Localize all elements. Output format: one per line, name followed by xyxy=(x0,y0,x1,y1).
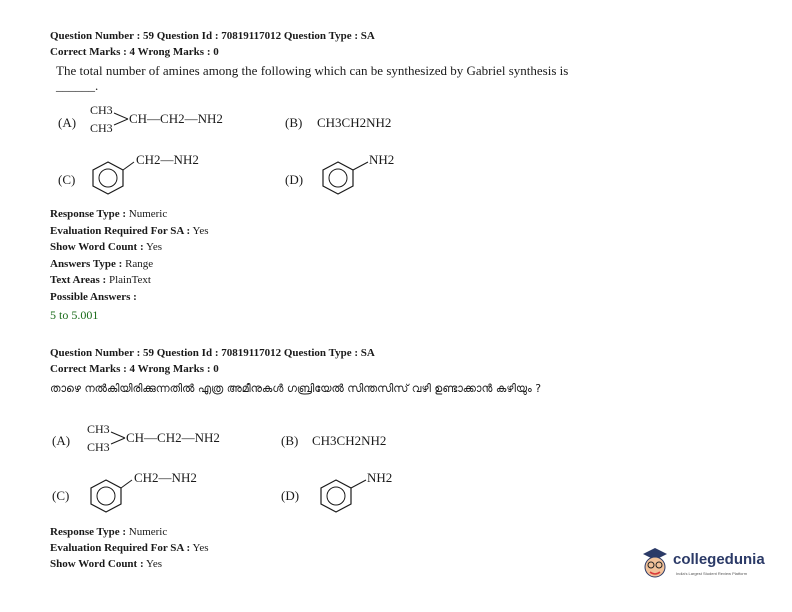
meta-row: Show Word Count : Yes xyxy=(50,241,162,253)
meta-row: Possible Answers : xyxy=(50,291,137,303)
meta-row: Response Type : Numeric xyxy=(50,526,168,538)
meta-row: Response Type : Numeric xyxy=(50,208,168,220)
meta-row: Show Word Count : Yes xyxy=(50,558,162,570)
option-a-chain: CH—CH2—NH2 xyxy=(129,111,223,126)
option-d-label: (D) xyxy=(285,172,304,187)
possible-answer: 5 to 5.001 xyxy=(50,308,99,322)
option-a-ch3-bottom: CH3 xyxy=(87,440,110,454)
meta-row: Answers Type : Range xyxy=(50,258,154,270)
benzene-ring-icon xyxy=(88,478,134,518)
option-d-group: NH2 xyxy=(369,152,395,167)
benzene-ring-icon xyxy=(90,160,136,200)
option-a-branch-bond xyxy=(111,430,127,450)
option-c-label: (C) xyxy=(58,172,76,187)
question-text: താഴെ നൽകിയിരിക്കുന്നതിൽ എത്ര അമീനുകൾ ഗബ്രിയേൽ സിന്തസിസ് വഴി ഉണ്ടാക്കാൻ കഴിയും ? xyxy=(50,382,542,395)
option-c-group: CH2—NH2 xyxy=(134,470,197,485)
marks-line: Correct Marks : 4 Wrong Marks : 0 xyxy=(50,363,219,375)
option-a-ch3-bottom: CH3 xyxy=(90,121,113,135)
logo-name: collegedunia xyxy=(673,551,765,568)
option-b-label: (B) xyxy=(285,115,303,130)
option-a-ch3-top: CH3 xyxy=(87,422,110,436)
option-a-ch3-top: CH3 xyxy=(90,103,113,117)
collegedunia-logo[interactable] xyxy=(640,545,765,583)
meta-row: Evaluation Required For SA : Yes xyxy=(50,225,209,237)
logo-tagline: India's Largest Student Review Platform xyxy=(676,571,748,576)
meta-row: Text Areas : PlainText xyxy=(50,274,151,286)
question-header: Question Number : 59 Question Id : 70819117012 Question Type : SA xyxy=(50,347,375,359)
question-text: The total number of amines among the following which can be synthesized by Gabriel synthesis is ______. xyxy=(56,63,569,93)
benzene-ring-icon xyxy=(318,478,368,518)
benzene-ring-icon xyxy=(320,160,370,200)
option-b-formula: CH3CH2NH2 xyxy=(317,115,392,130)
question-header: Question Number : 59 Question Id : 70819117012 Question Type : SA xyxy=(50,30,375,42)
option-a-label: (A) xyxy=(58,115,77,130)
option-a-branch-bond xyxy=(114,111,130,131)
option-d-label: (D) xyxy=(281,488,300,503)
option-d-group: NH2 xyxy=(367,470,393,485)
option-a-chain: CH—CH2—NH2 xyxy=(126,430,220,445)
marks-line: Correct Marks : 4 Wrong Marks : 0 xyxy=(50,46,219,58)
option-b-formula: CH3CH2NH2 xyxy=(312,433,387,448)
option-c-group: CH2—NH2 xyxy=(136,152,199,167)
meta-row: Evaluation Required For SA : Yes xyxy=(50,542,209,554)
option-c-label: (C) xyxy=(52,488,70,503)
graduate-mascot-icon xyxy=(640,545,670,581)
option-a-label: (A) xyxy=(52,433,71,448)
option-b-label: (B) xyxy=(281,433,299,448)
